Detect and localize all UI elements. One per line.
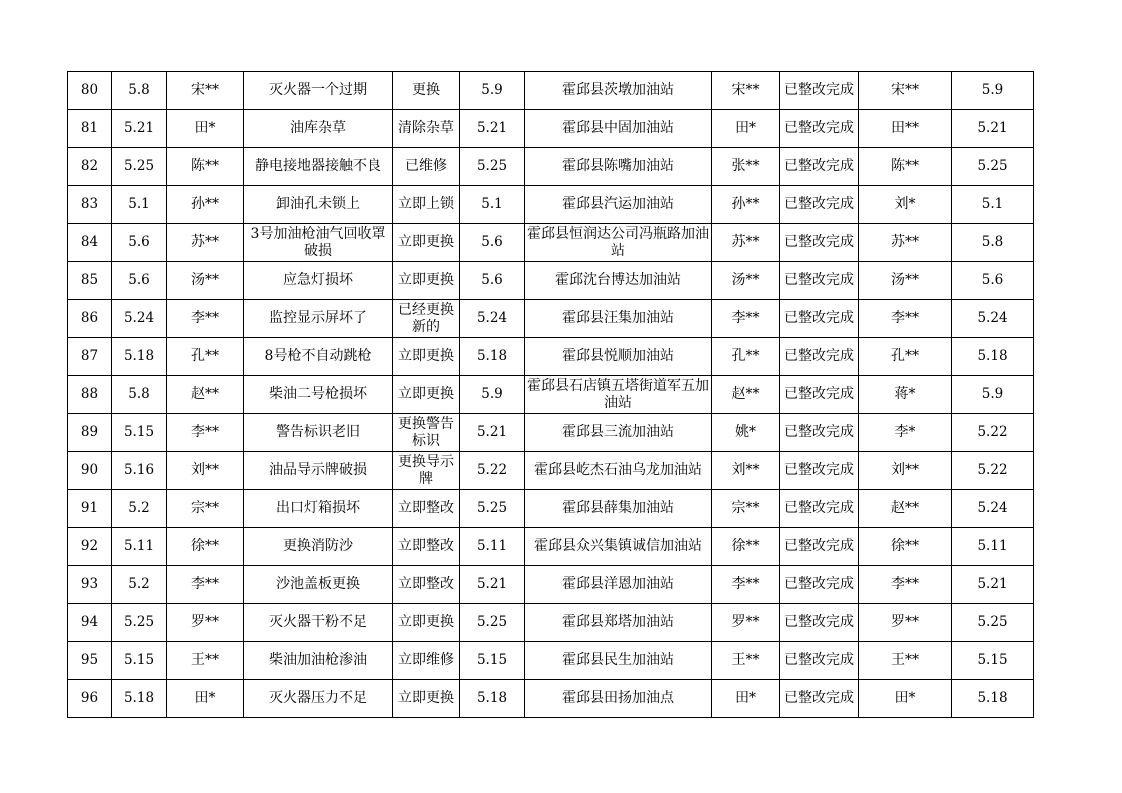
station-cell: 霍邱县民生加油站 (525, 642, 712, 680)
action-date-cell: 5.21 (460, 414, 525, 452)
table-row (68, 186, 1034, 224)
station-cell: 霍邱县洋恩加油站 (525, 566, 712, 604)
responsible-cell: 李** (712, 300, 780, 338)
table-row (68, 490, 1034, 528)
table-row (68, 376, 1034, 414)
review-date-cell: 5.22 (952, 452, 1034, 490)
action-date-cell: 5.18 (460, 338, 525, 376)
review-date-cell: 5.8 (952, 224, 1034, 262)
reviewer-cell: 李** (859, 566, 952, 604)
found-date-cell: 5.6 (112, 224, 167, 262)
found-date-cell: 5.21 (112, 110, 167, 148)
issue-cell: 监控显示屏坏了 (244, 300, 393, 338)
table-row (68, 604, 1034, 642)
row-number-cell: 87 (68, 338, 112, 376)
table-row (68, 566, 1034, 604)
found-date-cell: 5.18 (112, 338, 167, 376)
action-cell: 已维修 (393, 148, 460, 186)
reviewer-cell: 陈** (859, 148, 952, 186)
review-date-cell: 5.21 (952, 110, 1034, 148)
status-cell: 已整改完成 (780, 110, 859, 148)
status-cell: 已整改完成 (780, 338, 859, 376)
action-date-cell: 5.9 (460, 376, 525, 414)
action-cell: 立即更换 (393, 338, 460, 376)
review-date-cell: 5.6 (952, 262, 1034, 300)
review-date-cell: 5.18 (952, 680, 1034, 718)
table-body (68, 72, 1034, 718)
found-date-cell: 5.1 (112, 186, 167, 224)
station-cell: 霍邱县茨墩加油站 (525, 72, 712, 110)
station-cell: 霍邱县中固加油站 (525, 110, 712, 148)
review-date-cell: 5.18 (952, 338, 1034, 376)
row-number-cell: 88 (68, 376, 112, 414)
status-cell: 已整改完成 (780, 452, 859, 490)
inspector-cell: 孙** (167, 186, 244, 224)
table-row (68, 338, 1034, 376)
action-date-cell: 5.21 (460, 110, 525, 148)
station-cell: 霍邱县郑塔加油站 (525, 604, 712, 642)
action-cell: 立即整改 (393, 566, 460, 604)
issue-cell: 卸油孔未锁上 (244, 186, 393, 224)
inspector-cell: 田* (167, 680, 244, 718)
inspector-cell: 宗** (167, 490, 244, 528)
row-number-cell: 90 (68, 452, 112, 490)
action-date-cell: 5.6 (460, 224, 525, 262)
row-number-cell: 93 (68, 566, 112, 604)
inspector-cell: 徐** (167, 528, 244, 566)
found-date-cell: 5.25 (112, 148, 167, 186)
action-cell: 更换导示牌 (393, 452, 460, 490)
responsible-cell: 罗** (712, 604, 780, 642)
inspector-cell: 王** (167, 642, 244, 680)
row-number-cell: 84 (68, 224, 112, 262)
issue-cell: 油库杂草 (244, 110, 393, 148)
action-cell: 已经更换新的 (393, 300, 460, 338)
inspector-cell: 汤** (167, 262, 244, 300)
table-row (68, 148, 1034, 186)
issue-cell: 柴油二号枪损坏 (244, 376, 393, 414)
action-date-cell: 5.21 (460, 566, 525, 604)
reviewer-cell: 徐** (859, 528, 952, 566)
responsible-cell: 孔** (712, 338, 780, 376)
found-date-cell: 5.11 (112, 528, 167, 566)
inspector-cell: 田* (167, 110, 244, 148)
action-date-cell: 5.24 (460, 300, 525, 338)
row-number-cell: 82 (68, 148, 112, 186)
table-row (68, 300, 1034, 338)
station-cell: 霍邱县田扬加油点 (525, 680, 712, 718)
row-number-cell: 92 (68, 528, 112, 566)
action-date-cell: 5.25 (460, 490, 525, 528)
action-date-cell: 5.18 (460, 680, 525, 718)
responsible-cell: 徐** (712, 528, 780, 566)
station-cell: 霍邱县众兴集镇诚信加油站 (525, 528, 712, 566)
review-date-cell: 5.24 (952, 300, 1034, 338)
status-cell: 已整改完成 (780, 186, 859, 224)
station-cell: 霍邱县屹杰石油乌龙加油站 (525, 452, 712, 490)
review-date-cell: 5.9 (952, 376, 1034, 414)
table-row (68, 414, 1034, 452)
status-cell: 已整改完成 (780, 604, 859, 642)
table-row (68, 224, 1034, 262)
status-cell: 已整改完成 (780, 300, 859, 338)
action-date-cell: 5.9 (460, 72, 525, 110)
table-row (68, 452, 1034, 490)
table-row (68, 110, 1034, 148)
row-number-cell: 94 (68, 604, 112, 642)
reviewer-cell: 汤** (859, 262, 952, 300)
reviewer-cell: 苏** (859, 224, 952, 262)
responsible-cell: 田* (712, 110, 780, 148)
station-cell: 霍邱沈台博达加油站 (525, 262, 712, 300)
responsible-cell: 宋** (712, 72, 780, 110)
responsible-cell: 宗** (712, 490, 780, 528)
status-cell: 已整改完成 (780, 262, 859, 300)
issue-cell: 应急灯损坏 (244, 262, 393, 300)
reviewer-cell: 李* (859, 414, 952, 452)
reviewer-cell: 李** (859, 300, 952, 338)
review-date-cell: 5.11 (952, 528, 1034, 566)
station-cell: 霍邱县三流加油站 (525, 414, 712, 452)
status-cell: 已整改完成 (780, 490, 859, 528)
reviewer-cell: 罗** (859, 604, 952, 642)
station-cell: 霍邱县悦顺加油站 (525, 338, 712, 376)
inspector-cell: 苏** (167, 224, 244, 262)
responsible-cell: 孙** (712, 186, 780, 224)
issue-cell: 静电接地器接触不良 (244, 148, 393, 186)
action-date-cell: 5.25 (460, 604, 525, 642)
found-date-cell: 5.8 (112, 376, 167, 414)
issue-cell: 出口灯箱损坏 (244, 490, 393, 528)
row-number-cell: 86 (68, 300, 112, 338)
table-row (68, 262, 1034, 300)
issue-cell: 更换消防沙 (244, 528, 393, 566)
found-date-cell: 5.24 (112, 300, 167, 338)
found-date-cell: 5.2 (112, 490, 167, 528)
inspector-cell: 陈** (167, 148, 244, 186)
reviewer-cell: 孔** (859, 338, 952, 376)
issue-cell: 3号加油枪油气回收罩破损 (244, 224, 393, 262)
action-cell: 更换警告标识 (393, 414, 460, 452)
found-date-cell: 5.16 (112, 452, 167, 490)
station-cell: 霍邱县陈嘴加油站 (525, 148, 712, 186)
action-date-cell: 5.11 (460, 528, 525, 566)
row-number-cell: 89 (68, 414, 112, 452)
action-cell: 立即上锁 (393, 186, 460, 224)
found-date-cell: 5.8 (112, 72, 167, 110)
review-date-cell: 5.15 (952, 642, 1034, 680)
action-date-cell: 5.15 (460, 642, 525, 680)
review-date-cell: 5.24 (952, 490, 1034, 528)
found-date-cell: 5.18 (112, 680, 167, 718)
action-date-cell: 5.25 (460, 148, 525, 186)
responsible-cell: 姚* (712, 414, 780, 452)
reviewer-cell: 田* (859, 680, 952, 718)
table-row (68, 528, 1034, 566)
responsible-cell: 李** (712, 566, 780, 604)
status-cell: 已整改完成 (780, 148, 859, 186)
found-date-cell: 5.15 (112, 642, 167, 680)
station-cell: 霍邱县汪集加油站 (525, 300, 712, 338)
inspector-cell: 李** (167, 566, 244, 604)
action-cell: 清除杂草 (393, 110, 460, 148)
responsible-cell: 刘** (712, 452, 780, 490)
responsible-cell: 汤** (712, 262, 780, 300)
row-number-cell: 80 (68, 72, 112, 110)
status-cell: 已整改完成 (780, 414, 859, 452)
row-number-cell: 91 (68, 490, 112, 528)
reviewer-cell: 刘** (859, 452, 952, 490)
inspector-cell: 刘** (167, 452, 244, 490)
issue-cell: 灭火器压力不足 (244, 680, 393, 718)
inspector-cell: 李** (167, 414, 244, 452)
status-cell: 已整改完成 (780, 528, 859, 566)
issue-cell: 灭火器干粉不足 (244, 604, 393, 642)
inspector-cell: 赵** (167, 376, 244, 414)
action-date-cell: 5.22 (460, 452, 525, 490)
reviewer-cell: 田** (859, 110, 952, 148)
reviewer-cell: 王** (859, 642, 952, 680)
station-cell: 霍邱县汽运加油站 (525, 186, 712, 224)
status-cell: 已整改完成 (780, 72, 859, 110)
review-date-cell: 5.9 (952, 72, 1034, 110)
station-cell: 霍邱县石店镇五塔街道军五加油站 (525, 376, 712, 414)
found-date-cell: 5.2 (112, 566, 167, 604)
issue-cell: 灭火器一个过期 (244, 72, 393, 110)
table-row (68, 642, 1034, 680)
reviewer-cell: 刘* (859, 186, 952, 224)
action-cell: 立即整改 (393, 490, 460, 528)
issue-cell: 油品导示牌破损 (244, 452, 393, 490)
reviewer-cell: 蒋* (859, 376, 952, 414)
inspector-cell: 孔** (167, 338, 244, 376)
responsible-cell: 苏** (712, 224, 780, 262)
row-number-cell: 96 (68, 680, 112, 718)
issue-cell: 柴油加油枪渗油 (244, 642, 393, 680)
found-date-cell: 5.25 (112, 604, 167, 642)
review-date-cell: 5.25 (952, 604, 1034, 642)
inspector-cell: 罗** (167, 604, 244, 642)
found-date-cell: 5.6 (112, 262, 167, 300)
row-number-cell: 81 (68, 110, 112, 148)
table-row (68, 680, 1034, 718)
station-cell: 霍邱县恒润达公司冯瓶路加油站 (525, 224, 712, 262)
review-date-cell: 5.22 (952, 414, 1034, 452)
action-cell: 立即更换 (393, 262, 460, 300)
action-cell: 立即更换 (393, 604, 460, 642)
action-cell: 立即整改 (393, 528, 460, 566)
issue-cell: 警告标识老旧 (244, 414, 393, 452)
action-cell: 立即更换 (393, 224, 460, 262)
status-cell: 已整改完成 (780, 642, 859, 680)
action-date-cell: 5.1 (460, 186, 525, 224)
review-date-cell: 5.1 (952, 186, 1034, 224)
action-cell: 立即维修 (393, 642, 460, 680)
responsible-cell: 王** (712, 642, 780, 680)
responsible-cell: 田* (712, 680, 780, 718)
status-cell: 已整改完成 (780, 680, 859, 718)
inspector-cell: 宋** (167, 72, 244, 110)
status-cell: 已整改完成 (780, 376, 859, 414)
table-row (68, 72, 1034, 110)
issue-cell: 8号枪不自动跳枪 (244, 338, 393, 376)
row-number-cell: 83 (68, 186, 112, 224)
status-cell: 已整改完成 (780, 224, 859, 262)
review-date-cell: 5.25 (952, 148, 1034, 186)
inspection-table (67, 71, 1034, 718)
row-number-cell: 85 (68, 262, 112, 300)
reviewer-cell: 赵** (859, 490, 952, 528)
responsible-cell: 张** (712, 148, 780, 186)
action-cell: 立即更换 (393, 680, 460, 718)
review-date-cell: 5.21 (952, 566, 1034, 604)
found-date-cell: 5.15 (112, 414, 167, 452)
action-cell: 立即更换 (393, 376, 460, 414)
issue-cell: 沙池盖板更换 (244, 566, 393, 604)
action-date-cell: 5.6 (460, 262, 525, 300)
station-cell: 霍邱县薛集加油站 (525, 490, 712, 528)
status-cell: 已整改完成 (780, 566, 859, 604)
responsible-cell: 赵** (712, 376, 780, 414)
reviewer-cell: 宋** (859, 72, 952, 110)
action-cell: 更换 (393, 72, 460, 110)
inspector-cell: 李** (167, 300, 244, 338)
row-number-cell: 95 (68, 642, 112, 680)
